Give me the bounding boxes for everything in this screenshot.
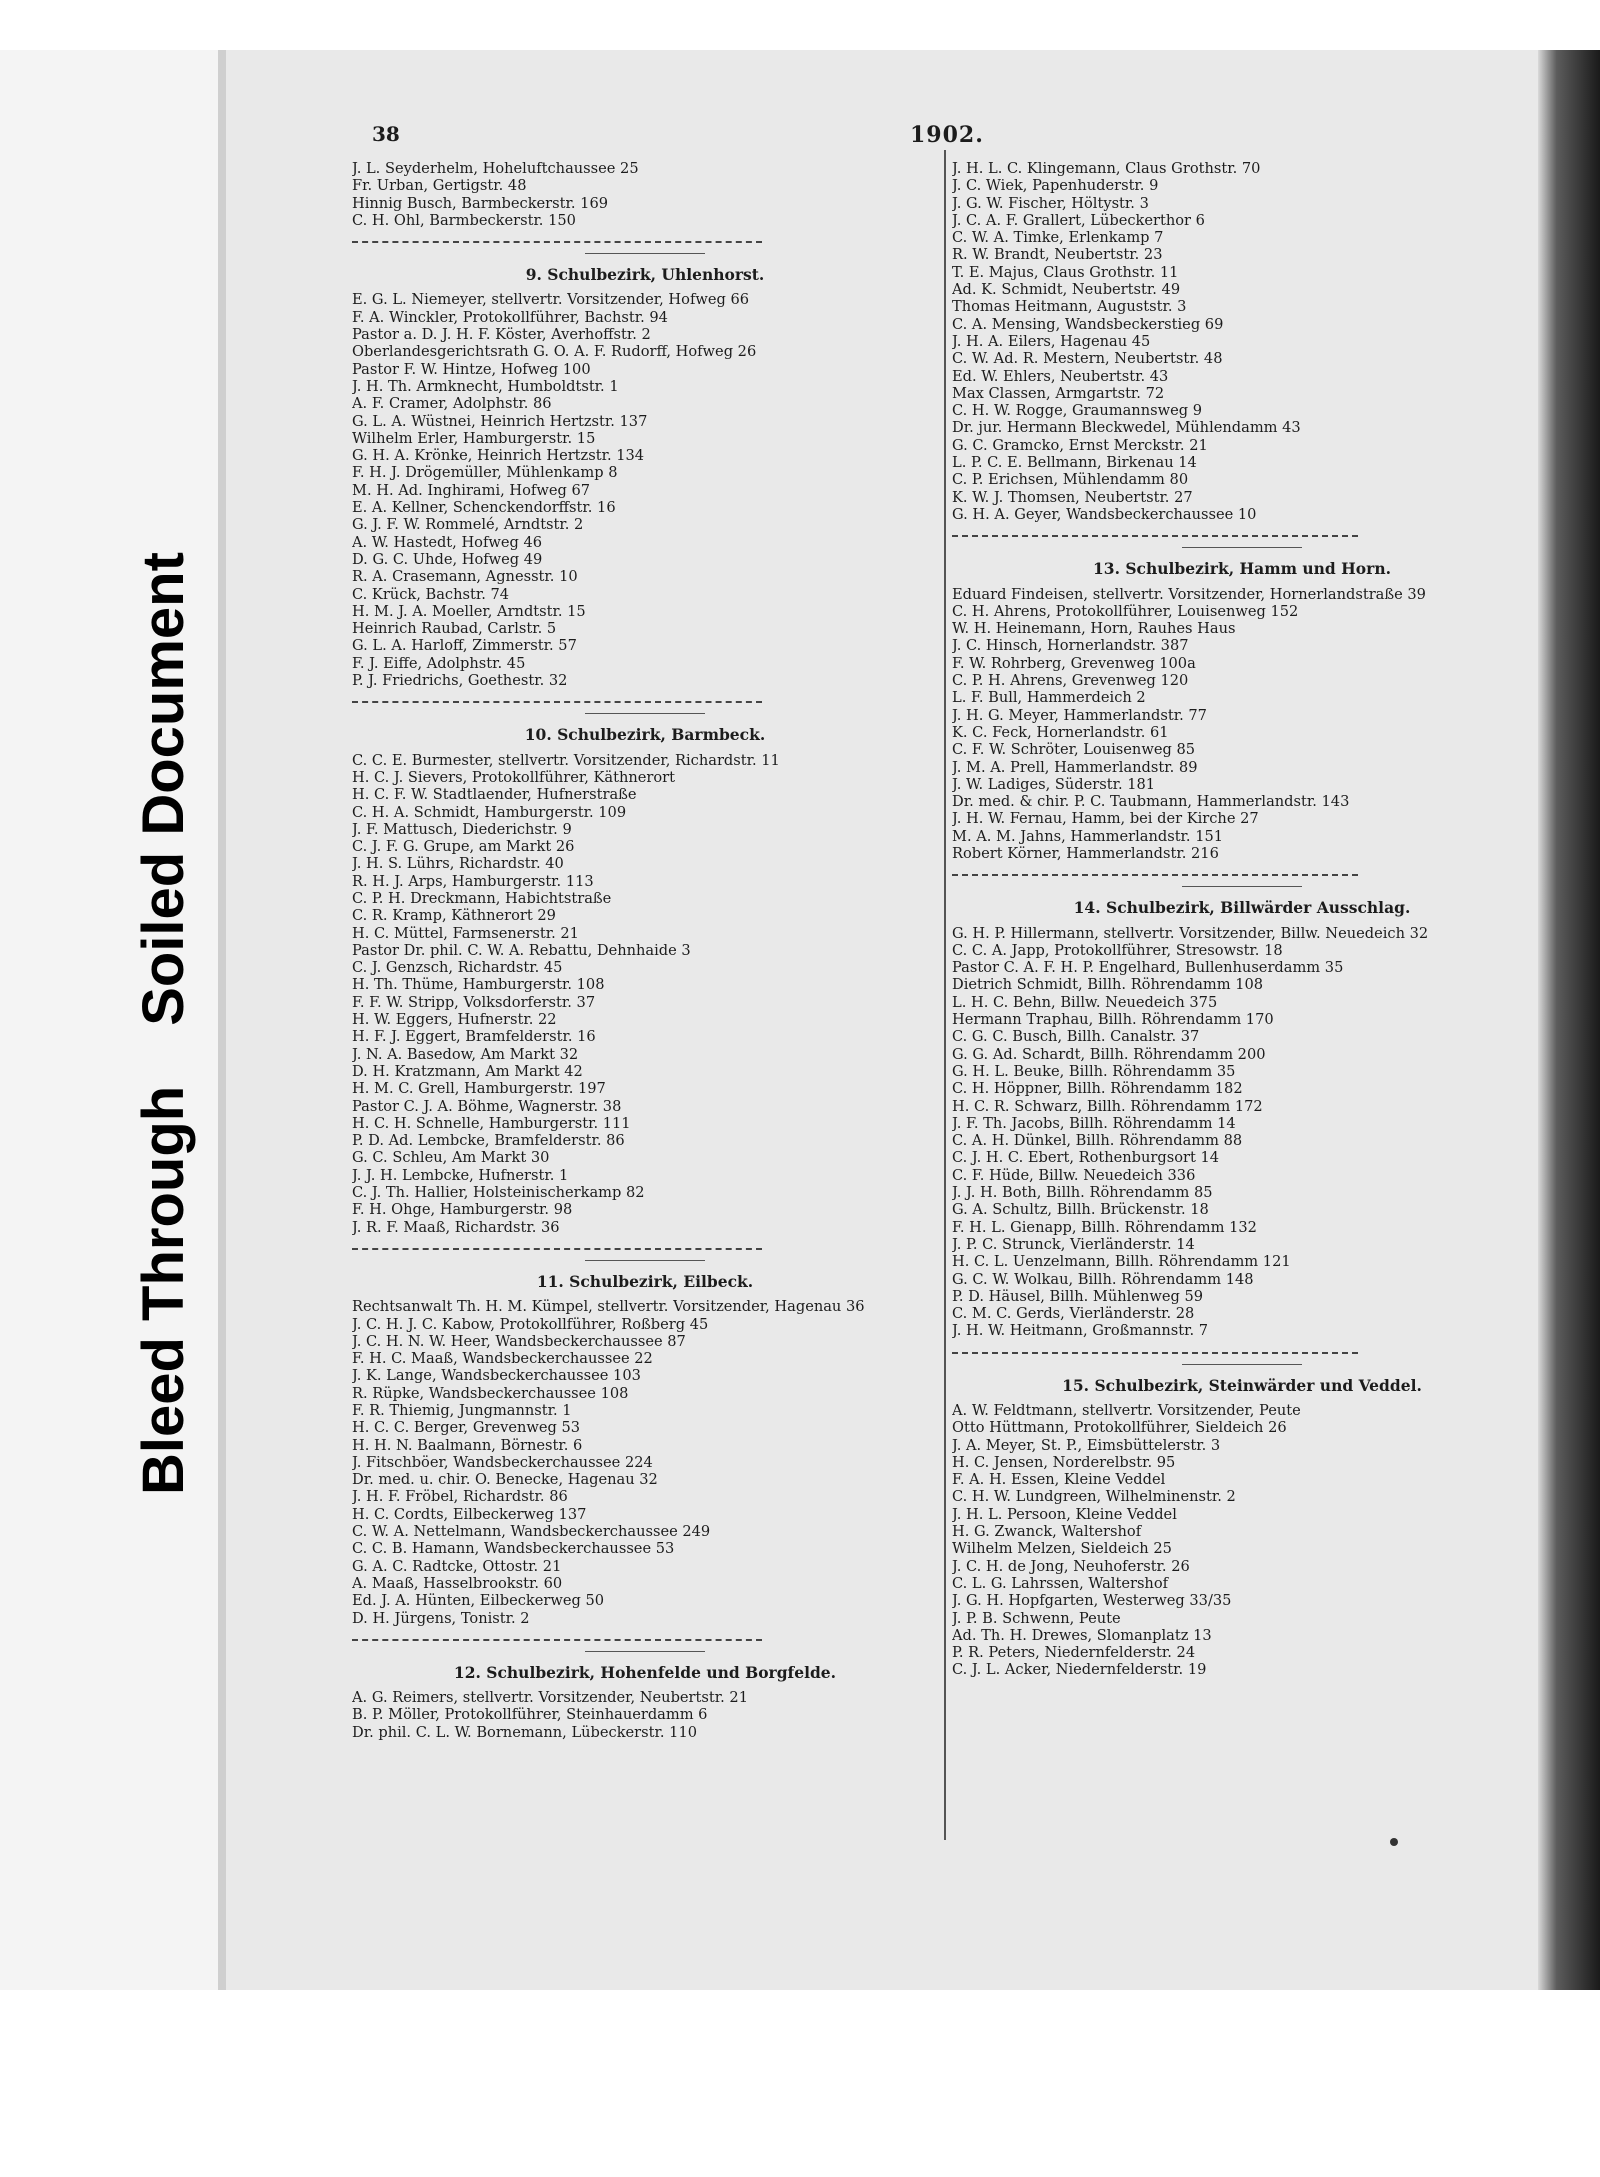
- section-end-dashes: [352, 231, 762, 243]
- member-entry: K. W. J. Thomsen, Neubertstr. 27: [952, 488, 1193, 506]
- member-entry: F. W. Rohrberg, Grevenweg 100a: [952, 654, 1196, 672]
- member-entry: E. A. Kellner, Schenckendorffstr. 16: [352, 499, 616, 517]
- member-entry: C. H. Ahrens, Protokollführer, Louisenweg 152: [952, 602, 1299, 620]
- member-entry: Pastor Dr. phil. C. W. A. Rebattu, Dehnhaide 3: [352, 941, 691, 959]
- district-section: [952, 160, 1532, 537]
- section-title: 14. Schulbezirk, Billwärder Ausschlag.: [1073, 898, 1411, 918]
- section-title: 12. Schulbezirk, Hohenfelde und Borgfelde.: [453, 1662, 837, 1682]
- member-entry: R. H. J. Arps, Hamburgerstr. 113: [352, 872, 594, 890]
- page-year: 1902.: [910, 122, 984, 148]
- member-entry: C. H. W. Rogge, Graumannsweg 9: [952, 402, 1202, 420]
- member-entry: H. H. N. Baalmann, Börnestr. 6: [352, 1436, 583, 1454]
- member-entry: J. L. Seyderhelm, Hoheluftchaussee 25: [352, 160, 639, 177]
- column-divider: [944, 150, 946, 1840]
- member-entry: Dr. phil. C. L. W. Bornemann, Lübeckerstr. 110: [352, 1723, 698, 1741]
- district-section: [952, 1364, 1532, 1679]
- member-entry: C. C. E. Burmester, stellvertr. Vorsitzender, Richardstr. 11: [352, 751, 780, 769]
- section-title: 15. Schulbezirk, Steinwärder und Veddel.: [1062, 1375, 1422, 1395]
- member-entry: C. G. C. Busch, Billh. Canalstr. 37: [952, 1028, 1200, 1046]
- member-entry: Ad. K. Schmidt, Neubertstr. 49: [952, 281, 1181, 299]
- member-entry: P. D. Ad. Lembcke, Bramfelderstr. 86: [352, 1132, 625, 1150]
- member-entry: Otto Hüttmann, Protokollführer, Sieldeich 26: [952, 1419, 1287, 1437]
- member-entry: J. H. L. Persoon, Kleine Veddel: [952, 1505, 1177, 1523]
- member-entry: Pastor F. W. Hintze, Hofweg 100: [352, 360, 591, 378]
- member-entry: B. P. Möller, Protokollführer, Steinhauerdamm 6: [352, 1706, 708, 1724]
- member-entry: J. H. L. C. Klingemann, Claus Grothstr. 70: [952, 160, 1261, 177]
- member-entry: Eduard Findeisen, stellvertr. Vorsitzender, Hornerlandstraße 39: [952, 585, 1426, 603]
- side-label-bleed-through: Bleed Through: [130, 1085, 196, 1495]
- member-entry: C. H. W. Lundgreen, Wilhelminenstr. 2: [952, 1488, 1236, 1506]
- member-entry: Dr. med. u. chir. O. Benecke, Hagenau 32: [352, 1471, 658, 1489]
- member-entry: H. M. C. Grell, Hamburgerstr. 197: [352, 1080, 606, 1098]
- member-entry: J. R. F. Maaß, Richardstr. 36: [352, 1218, 560, 1236]
- member-entry: C. H. Höppner, Billh. Röhrendamm 182: [952, 1080, 1243, 1098]
- member-entry: F. F. W. Stripp, Volksdorferstr. 37: [352, 993, 596, 1011]
- section-rule: [1182, 886, 1302, 887]
- member-entry: C. W. A. Timke, Erlenkamp 7: [952, 229, 1164, 247]
- member-entry: L. H. C. Behn, Billw. Neuedeich 375: [952, 993, 1218, 1011]
- member-entry: Ad. Th. H. Drewes, Slomanplatz 13: [952, 1626, 1212, 1644]
- member-entry: P. J. Friedrichs, Goethestr. 32: [352, 672, 568, 690]
- member-entry: G. H. A. Krönke, Heinrich Hertzstr. 134: [352, 447, 645, 465]
- member-entry: P. R. Peters, Niedernfelderstr. 24: [952, 1644, 1196, 1662]
- member-entry: J. C. A. F. Grallert, Lübeckerthor 6: [952, 211, 1205, 229]
- member-entry: C. C. A. Japp, Protokollführer, Stresowstr. 18: [952, 941, 1283, 959]
- district-section: [952, 547, 1532, 876]
- member-entry: H. C. J. Sievers, Protokollführer, Käthnerort: [352, 768, 676, 786]
- section-rule: [585, 1651, 705, 1652]
- member-entry: Dietrich Schmidt, Billh. Röhrendamm 108: [952, 976, 1264, 994]
- member-entry: Dr. med. & chir. P. C. Taubmann, Hammerlandstr. 143: [952, 793, 1350, 811]
- section-title: 10. Schulbezirk, Barmbeck.: [524, 725, 766, 745]
- member-entry: F. H. L. Gienapp, Billh. Röhrendamm 132: [952, 1218, 1257, 1236]
- district-section: [352, 160, 938, 243]
- section-end-dashes: [952, 1342, 1358, 1354]
- member-entry: H. C. L. Uenzelmann, Billh. Röhrendamm 121: [952, 1253, 1291, 1271]
- member-entry: M. A. M. Jahns, Hammerlandstr. 151: [952, 827, 1224, 845]
- member-entry: J. C. H. N. W. Heer, Wandsbeckerchaussee 87: [352, 1332, 686, 1350]
- member-entry: Hinnig Busch, Barmbeckerstr. 169: [352, 194, 609, 212]
- member-entry: C. W. A. Nettelmann, Wandsbeckerchaussee 249: [352, 1523, 711, 1541]
- member-entry: C. F. W. Schröter, Louisenweg 85: [952, 741, 1196, 759]
- left-column: [352, 160, 938, 1741]
- member-entry: Dr. jur. Hermann Bleckwedel, Mühlendamm 43: [952, 419, 1301, 437]
- member-entry: H. C. Cordts, Eilbeckerweg 137: [352, 1505, 587, 1523]
- section-title: 11. Schulbezirk, Eilbeck.: [536, 1271, 754, 1291]
- member-entry: A. G. Reimers, stellvertr. Vorsitzender, Neubertstr. 21: [352, 1689, 748, 1707]
- member-entry: Wilhelm Erler, Hamburgerstr. 15: [352, 429, 596, 447]
- member-entry: C. P. Erichsen, Mühlendamm 80: [952, 471, 1189, 489]
- section-rule: [1182, 547, 1302, 548]
- member-entry: H. F. J. Eggert, Bramfelderstr. 16: [352, 1028, 596, 1046]
- member-entry: M. H. Ad. Inghirami, Hofweg 67: [352, 481, 591, 499]
- member-entry: R. Rüpke, Wandsbeckerchaussee 108: [352, 1384, 629, 1402]
- member-entry: W. H. Heinemann, Horn, Rauhes Haus: [952, 620, 1236, 638]
- member-entry: E. G. L. Niemeyer, stellvertr. Vorsitzender, Hofweg 66: [352, 291, 750, 309]
- section-rule: [585, 253, 705, 254]
- member-entry: J. G. H. Hopfgarten, Westerweg 33/35: [952, 1592, 1232, 1610]
- member-entry: Wilhelm Melzen, Sieldeich 25: [952, 1540, 1172, 1558]
- member-entry: C. J. Th. Hallier, Holsteinischerkamp 82: [352, 1184, 645, 1202]
- section-end-dashes: [352, 1629, 762, 1641]
- member-entry: J. H. Th. Armknecht, Humboldtstr. 1: [352, 377, 619, 395]
- member-entry: C. A. H. Dünkel, Billh. Röhrendamm 88: [952, 1132, 1243, 1150]
- section-rule: [585, 1260, 705, 1261]
- member-entry: Max Classen, Armgartstr. 72: [952, 384, 1165, 402]
- member-entry: Pastor a. D. J. H. F. Köster, Averhoffstr. 2: [352, 326, 651, 344]
- member-entry: Thomas Heitmann, Auguststr. 3: [952, 298, 1187, 316]
- member-entry: G. G. Ad. Schardt, Billh. Röhrendamm 200: [952, 1045, 1266, 1063]
- member-entry: J. J. H. Both, Billh. Röhrendamm 85: [952, 1184, 1213, 1202]
- member-entry: J. H. A. Eilers, Hagenau 45: [952, 332, 1151, 350]
- member-entry: Heinrich Raubad, Carlstr. 5: [352, 620, 557, 638]
- member-entry: P. D. Häusel, Billh. Mühlenweg 59: [952, 1287, 1204, 1305]
- district-section: [352, 713, 938, 1250]
- member-entry: J. M. A. Prell, Hammerlandstr. 89: [952, 758, 1198, 776]
- member-entry: F. A. H. Essen, Kleine Veddel: [952, 1471, 1166, 1489]
- member-entry: G. L. A. Harloff, Zimmerstr. 57: [352, 637, 577, 655]
- member-entry: C. J. Genzsch, Richardstr. 45: [352, 959, 563, 977]
- member-entry: J. H. G. Meyer, Hammerlandstr. 77: [952, 706, 1207, 724]
- member-entry: G. C. Gramcko, Ernst Merckstr. 21: [952, 436, 1208, 454]
- member-entry: Oberlandesgerichtsrath G. O. A. F. Rudorff, Hofweg 26: [352, 343, 757, 361]
- member-entry: H. C. Jensen, Norderelbstr. 95: [952, 1453, 1176, 1471]
- member-entry: Fr. Urban, Gertigstr. 48: [352, 177, 527, 195]
- member-entry: C. A. Mensing, Wandsbeckerstieg 69: [952, 315, 1224, 333]
- member-entry: F. H. C. Maaß, Wandsbeckerchaussee 22: [352, 1350, 653, 1368]
- member-entry: F. H. J. Drögemüller, Mühlenkamp 8: [352, 464, 618, 482]
- member-entry: J. N. A. Basedow, Am Markt 32: [352, 1045, 579, 1063]
- member-entry: C. C. B. Hamann, Wandsbeckerchaussee 53: [352, 1540, 675, 1558]
- member-entry: J. G. W. Fischer, Höltystr. 3: [952, 194, 1149, 212]
- section-rule: [585, 713, 705, 714]
- right-column: [952, 160, 1532, 1679]
- section-rule: [1182, 1364, 1302, 1365]
- member-entry: C. L. G. Lahrssen, Waltershof: [952, 1574, 1169, 1592]
- ink-smudge: [1390, 1838, 1398, 1846]
- member-entry: C. Krück, Bachstr. 74: [352, 585, 510, 603]
- member-entry: F. J. Eiffe, Adolphstr. 45: [352, 654, 526, 672]
- member-entry: C. P. H. Ahrens, Grevenweg 120: [952, 672, 1189, 690]
- member-entry: J. H. F. Fröbel, Richardstr. 86: [352, 1488, 568, 1506]
- member-entry: D. H. Jürgens, Tonistr. 2: [352, 1609, 530, 1627]
- member-entry: H. C. H. Schnelle, Hamburgerstr. 111: [352, 1114, 631, 1132]
- member-entry: C. R. Kramp, Käthnerort 29: [352, 907, 556, 925]
- member-entry: Pastor C. J. A. Böhme, Wagnerstr. 38: [352, 1097, 622, 1115]
- member-entry: F. R. Thiemig, Jungmannstr. 1: [352, 1402, 572, 1419]
- district-section: [352, 1260, 938, 1641]
- member-entry: G. H. A. Geyer, Wandsbeckerchaussee 10: [952, 505, 1257, 523]
- member-entry: C. H. Ohl, Barmbeckerstr. 150: [352, 211, 576, 229]
- member-entry: G. A. Schultz, Billh. Brückenstr. 18: [952, 1201, 1209, 1219]
- member-entry: H. Th. Thüme, Hamburgerstr. 108: [352, 976, 605, 994]
- member-entry: Ed. J. A. Hünten, Eilbeckerweg 50: [352, 1592, 605, 1610]
- member-entry: C. M. C. Gerds, Vierländerstr. 28: [952, 1305, 1195, 1323]
- member-entry: R. W. Brandt, Neubertstr. 23: [952, 246, 1163, 264]
- section-end-dashes: [352, 691, 762, 703]
- member-entry: A. F. Cramer, Adolphstr. 86: [352, 395, 552, 413]
- member-entry: J. J. H. Lembcke, Hufnerstr. 1: [352, 1166, 569, 1184]
- member-entry: J. H. S. Lührs, Richardstr. 40: [352, 855, 564, 873]
- member-entry: H. C. R. Schwarz, Billh. Röhrendamm 172: [952, 1097, 1263, 1115]
- member-entry: H. M. J. A. Moeller, Arndtstr. 15: [352, 602, 586, 620]
- member-entry: Robert Körner, Hammerlandstr. 216: [952, 844, 1219, 862]
- member-entry: J. W. Ladiges, Süderstr. 181: [952, 775, 1156, 793]
- member-entry: J. C. H. J. C. Kabow, Protokollführer, Roßberg 45: [352, 1315, 709, 1333]
- member-entry: Hermann Traphau, Billh. Röhrendamm 170: [952, 1011, 1274, 1029]
- member-entry: H. C. F. W. Stadtlaender, Hufnerstraße: [352, 786, 637, 804]
- page-edge: [218, 50, 226, 1990]
- section-end-dashes: [952, 864, 1358, 876]
- member-entry: J. K. Lange, Wandsbeckerchaussee 103: [352, 1367, 641, 1385]
- member-entry: J. C. Wiek, Papenhuderstr. 9: [952, 177, 1159, 195]
- member-entry: G. C. Schleu, Am Markt 30: [352, 1149, 550, 1167]
- member-entry: G. J. F. W. Rommelé, Arndtstr. 2: [352, 516, 584, 534]
- member-entry: Ed. W. Ehlers, Neubertstr. 43: [952, 367, 1169, 385]
- member-entry: Rechtsanwalt Th. H. M. Kümpel, stellvertr. Vorsitzender, Hagenau 36: [352, 1298, 865, 1316]
- member-entry: C. W. Ad. R. Mestern, Neubertstr. 48: [952, 350, 1223, 368]
- member-entry: K. C. Feck, Hornerlandstr. 61: [952, 723, 1169, 741]
- member-entry: J. C. Hinsch, Hornerlandstr. 387: [952, 637, 1189, 655]
- member-entry: H. W. Eggers, Hufnerstr. 22: [352, 1011, 557, 1029]
- member-entry: C. J. H. C. Ebert, Rothenburgsort 14: [952, 1149, 1220, 1167]
- member-entry: A. Maaß, Hasselbrookstr. 60: [352, 1574, 563, 1592]
- member-entry: J. C. H. de Jong, Neuhoferstr. 26: [952, 1557, 1190, 1575]
- member-entry: L. F. Bull, Hammerdeich 2: [952, 689, 1146, 707]
- member-entry: C. J. F. G. Grupe, am Markt 26: [352, 838, 575, 856]
- side-label: [118, 495, 208, 1495]
- member-entry: H. C. C. Berger, Grevenweg 53: [352, 1419, 581, 1437]
- member-entry: Pastor C. A. F. H. P. Engelhard, Bullenhuserdamm 35: [952, 959, 1344, 977]
- member-entry: J. P. B. Schwenn, Peute: [952, 1609, 1121, 1627]
- member-entry: C. P. H. Dreckmann, Habichtstraße: [352, 889, 612, 907]
- district-section: [352, 253, 938, 703]
- member-entry: H. C. Müttel, Farmsenerstr. 21: [352, 924, 579, 942]
- member-entry: G. H. L. Beuke, Billh. Röhrendamm 35: [952, 1062, 1236, 1080]
- page-number: 38: [372, 122, 400, 146]
- book-binding-shadow: [1538, 50, 1600, 1990]
- member-entry: H. G. Zwanck, Waltershof: [952, 1523, 1142, 1541]
- member-entry: F. H. Ohge, Hamburgerstr. 98: [352, 1201, 573, 1219]
- member-entry: R. A. Crasemann, Agnesstr. 10: [352, 568, 578, 586]
- member-entry: A. W. Feldtmann, stellvertr. Vorsitzender, Peute: [952, 1402, 1301, 1419]
- member-entry: A. W. Hastedt, Hofweg 46: [352, 533, 543, 551]
- member-entry: J. H. W. Fernau, Hamm, bei der Kirche 27: [952, 810, 1259, 828]
- section-end-dashes: [352, 1238, 762, 1250]
- district-section: [352, 1651, 938, 1741]
- section-title: 9. Schulbezirk, Uhlenhorst.: [525, 265, 765, 285]
- member-entry: C. J. L. Acker, Niedernfelderstr. 19: [952, 1661, 1207, 1679]
- member-entry: J. F. Th. Jacobs, Billh. Röhrendamm 14: [952, 1114, 1236, 1132]
- member-entry: J. F. Mattusch, Diederichstr. 9: [352, 820, 572, 838]
- member-entry: J. A. Meyer, St. P., Eimsbüttelerstr. 3: [952, 1436, 1221, 1454]
- member-entry: C. F. Hüde, Billw. Neuedeich 336: [952, 1166, 1196, 1184]
- member-entry: J. H. W. Heitmann, Großmannstr. 7: [952, 1322, 1209, 1340]
- section-title: 13. Schulbezirk, Hamm und Horn.: [1093, 559, 1391, 579]
- side-label-soiled-document: Soiled Document: [130, 552, 196, 1026]
- member-entry: T. E. Majus, Claus Grothstr. 11: [952, 263, 1179, 281]
- district-section: [952, 886, 1532, 1353]
- member-entry: G. C. W. Wolkau, Billh. Röhrendamm 148: [952, 1270, 1254, 1288]
- member-entry: D. H. Kratzmann, Am Markt 42: [352, 1062, 583, 1080]
- section-end-dashes: [952, 525, 1358, 537]
- member-entry: J. Fitschböer, Wandsbeckerchaussee 224: [352, 1453, 653, 1471]
- member-entry: L. P. C. E. Bellmann, Birkenau 14: [952, 454, 1197, 472]
- member-entry: D. G. C. Uhde, Hofweg 49: [352, 550, 543, 568]
- member-entry: G. H. P. Hillermann, stellvertr. Vorsitzender, Billw. Neuedeich 32: [952, 924, 1429, 942]
- member-entry: F. A. Winckler, Protokollführer, Bachstr. 94: [352, 308, 668, 326]
- member-entry: G. A. C. Radtcke, Ottostr. 21: [352, 1557, 562, 1575]
- member-entry: C. H. A. Schmidt, Hamburgerstr. 109: [352, 803, 627, 821]
- member-entry: J. P. C. Strunck, Vierländerstr. 14: [952, 1235, 1195, 1253]
- member-entry: G. L. A. Wüstnei, Heinrich Hertzstr. 137: [352, 412, 648, 430]
